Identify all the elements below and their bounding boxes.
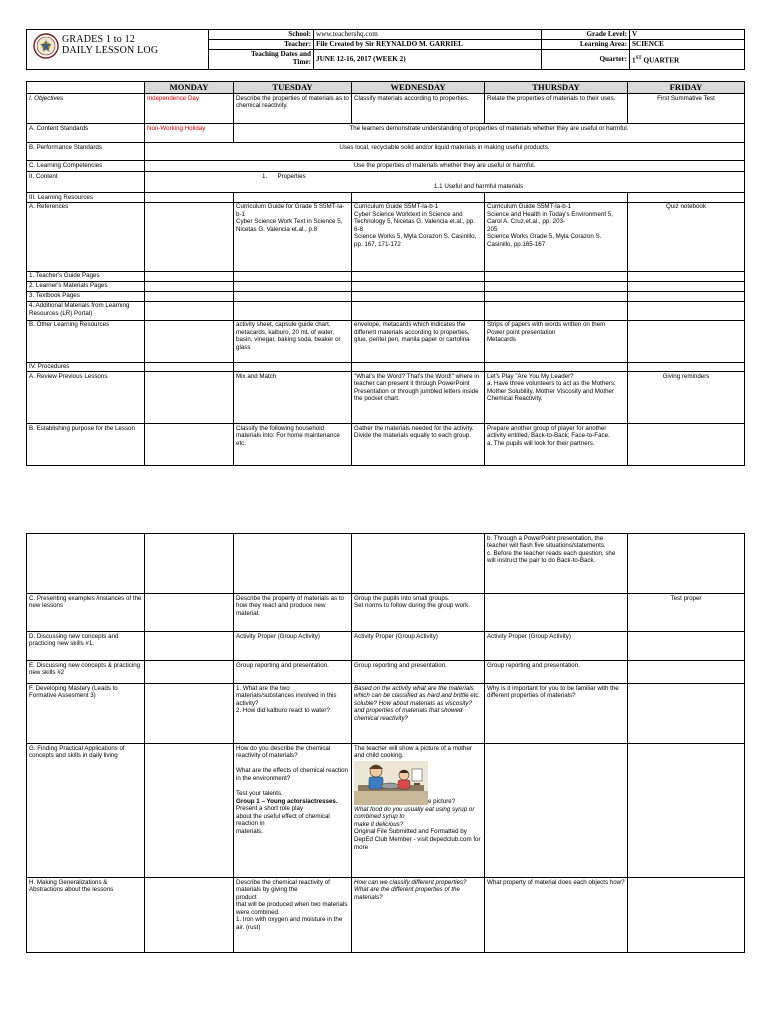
performance-standards-text: Uses local, recyclable solid and/or liquid materials in making useful products. (145, 143, 745, 161)
wednesday-practical-top: The teacher will show a picture of a mother and child cooking. (354, 744, 472, 760)
lesson-table-page-1 (26, 81, 745, 466)
table-row (27, 372, 745, 424)
empty-cell (485, 193, 628, 203)
quarter-suffix: ST (635, 55, 642, 61)
empty-cell (234, 534, 352, 594)
wednesday-practical-applications (352, 744, 485, 878)
row-label-learners-materials: 2. Learner's Materials Pages (27, 281, 145, 291)
title-line-1: GRADES 1 to 12 (62, 34, 136, 45)
thursday-establishing-purpose-continued: b. Through a PowerPoint presentation, the teacher will flash five situations/statements. c. Before the teacher reads each question, she will instruct the pair to do Back-to-Back. (485, 534, 628, 594)
wednesday-objectives: Classify materials according to properties. (352, 94, 485, 124)
tuesday-references: Curriculum Guide for Grade 5 S5MT-Ia-b-1 Cyber Science Work Text in Science 5, Nicetas G. Valencia et.al., p.8 (234, 202, 352, 271)
teaching-dates-label (209, 50, 314, 70)
empty-cell (352, 271, 485, 281)
empty-cell (628, 362, 745, 372)
row-label-presenting-examples: C. Presenting examples /instances of the new lessons (27, 594, 145, 632)
table-row (27, 594, 745, 632)
table-row (27, 878, 745, 953)
teaching-dates-text: JUNE 12-16, 2017 (WEEK 2) (316, 55, 406, 64)
row-label-learning-resources: III. Learning Resources (27, 193, 145, 203)
monday-objectives: Independence Day (145, 94, 234, 124)
quarter-label-text: Quarter: (599, 55, 627, 64)
empty-cell (234, 271, 352, 281)
monday-content-standards: Non-Working Holiday (145, 124, 234, 143)
tuesday-practical-text: How do you describe the chemical reactivity of materials? What are the effects of chemical reaction in the environment? Test your talents. (236, 744, 349, 798)
empty-cell (145, 594, 234, 632)
tuesday-developing-mastery: 1. What are the two materials/substances involved in this activity? 2. How did kalburo react to water? (234, 684, 352, 744)
school-label: School: (209, 30, 314, 40)
title-line-2: DAILY LESSON LOG (62, 45, 159, 56)
competencies-text: Use the properties of materials whether they are useful or harmful. (145, 161, 745, 172)
wednesday-practical-picture-row (354, 760, 482, 806)
group-1-label: Group 1 – Young actors/actresses. (236, 797, 338, 805)
tuesday-other-resources: activity sheet, capsule guide chart, metacards, kalburo, 20 mL of water, basin, vinegar, baking soda, beaker or glass (234, 320, 352, 362)
thursday-objectives: Relate the properties of materials to their uses. (485, 94, 628, 124)
row-label-content-standards: A. Content Standards (27, 124, 145, 143)
tuesday-establishing-purpose: Classify the following household materials into: For home maintenance etc. (234, 424, 352, 466)
empty-cell (485, 744, 628, 878)
empty-cell (628, 534, 745, 594)
row-label-procedures: IV. Procedures (27, 362, 145, 372)
row-label-review: A. Review Previous Lessons (27, 372, 145, 424)
empty-cell (145, 684, 234, 744)
table-row (27, 143, 745, 161)
wednesday-practical-note: Original File Submitted and Formatted by DepEd Club Member - visit depedclub.com for more (354, 828, 481, 851)
teaching-dates-label-line1: Teaching Dates and (250, 50, 311, 58)
table-row (27, 684, 745, 744)
table-row (27, 281, 745, 291)
table-row (27, 424, 745, 466)
content-line-1: 1. Properties (262, 172, 306, 180)
day-header-friday: FRIDAY (628, 82, 745, 94)
wednesday-review: "What's the Word? That's the Word!" where in teacher can present it through PowerPoint Presentation or through jumbled letters inside the pocket chart. (352, 372, 485, 424)
empty-cell (234, 301, 352, 320)
empty-cell (352, 301, 485, 320)
wednesday-discussing-1: Activity Proper (Group Activity) (352, 632, 485, 661)
empty-cell (628, 684, 745, 744)
table-row (27, 271, 745, 281)
thursday-developing-mastery: Why is it important for you to be familiar with the different properties of materials? (485, 684, 628, 744)
empty-cell (628, 320, 745, 362)
wednesday-presenting: Group the pupils into small groups. Set norms to follow during the group work. (352, 594, 485, 632)
day-header-tuesday: TUESDAY (234, 82, 352, 94)
empty-cell (352, 281, 485, 291)
empty-cell (628, 301, 745, 320)
empty-cell (145, 281, 234, 291)
day-header-monday: MONDAY (145, 82, 234, 94)
quarter-number: 1 (632, 56, 636, 65)
group-1-instructions: Present a short role play about the useful effect of chemical reaction in materials. (236, 805, 330, 836)
empty-cell (628, 878, 745, 953)
table-row (27, 661, 745, 684)
table-row (27, 291, 745, 301)
row-label-discussing-2: E. Discussing new concepts & practicing new skills #2 (27, 661, 145, 684)
row-label-practical-applications: G. Finding Practical Applications of concepts and skills in daily living (27, 744, 145, 878)
empty-cell (485, 362, 628, 372)
header-logo-cell (27, 30, 209, 70)
table-row (27, 94, 745, 124)
wednesday-discussing-2: Group reporting and presentation. (352, 661, 485, 684)
content-standards-text: The learners demonstrate understanding of properties of materials whether they are useful or harmful. (234, 124, 745, 143)
wednesday-other-resources: envelope, metacards which indicates the different materials according to properties, glue, pentel pen, manila paper or cartolina (352, 320, 485, 362)
header-table (26, 29, 745, 70)
row-label-developing-mastery: F. Developing Mastery (Leads to Formative Assesment 3) (27, 684, 145, 744)
empty-cell (628, 744, 745, 878)
tuesday-generalizations: Describe the chemical reactivity of materials by giving the product that will be produced when two materials were combined. 1. Iron with oxygen and moisture in the air. (rust) (234, 878, 352, 953)
row-label-textbook: 3. Textbook Pages (27, 291, 145, 301)
tuesday-review: Mix and Match (234, 372, 352, 424)
empty-cell (485, 301, 628, 320)
thursday-references: Curriculum Guide S5MT-Ia-b-1 Science and Health in Today's Environment 5, Carol A. Cruz,et.al., pp. 203- 205 Science Works Grade 5, Myla Corazon S. Casinillo, pp.165-167 (485, 202, 628, 271)
empty-cell (628, 291, 745, 301)
teaching-dates-value (314, 50, 542, 70)
table-row (27, 534, 745, 594)
day-header-blank (27, 82, 145, 94)
row-label-additional-materials: 4. Additional Materials from Learning Resources (LR) Portal) (27, 301, 145, 320)
empty-cell (352, 362, 485, 372)
friday-review: Giving reminders (628, 372, 745, 424)
empty-cell (628, 661, 745, 684)
wednesday-generalizations: How can we classify different properties? What are the different properties of the materials? (352, 878, 485, 953)
grade-level-label: Grade Level: (542, 30, 630, 40)
empty-cell (27, 534, 145, 594)
table-row (27, 202, 745, 271)
row-label-performance-standards: B. Performance Standards (27, 143, 145, 161)
wednesday-practical-question: What food do you usually eat using syrup or combined syrup to make it delicious? (354, 805, 475, 828)
table-row (27, 161, 745, 172)
empty-cell (145, 271, 234, 281)
table-row (27, 744, 745, 878)
tuesday-practical-applications (234, 744, 352, 878)
teacher-label: Teacher: (209, 40, 314, 50)
empty-cell (145, 534, 234, 594)
table-row (27, 193, 745, 203)
empty-cell (145, 301, 234, 320)
table-row (27, 320, 745, 362)
quarter-text: QUARTER (641, 56, 680, 65)
row-label-other-resources: B. Other Learning Resources (27, 320, 145, 362)
row-label-competencies: C. Learning Competencies (27, 161, 145, 172)
empty-cell (628, 632, 745, 661)
table-row (27, 362, 745, 372)
empty-cell (145, 424, 234, 466)
empty-cell (145, 291, 234, 301)
thursday-generalizations: What property of material does each objects how? (485, 878, 628, 953)
day-header-thursday: THURSDAY (485, 82, 628, 94)
empty-cell (485, 594, 628, 632)
empty-cell (234, 281, 352, 291)
empty-cell (145, 202, 234, 271)
teacher-value: File Created by Sir REYNALDO M. GARRIEL (314, 40, 542, 50)
empty-cell (485, 291, 628, 301)
table-row (27, 172, 745, 193)
empty-cell (234, 362, 352, 372)
quarter-label (542, 50, 630, 70)
friday-references: Quiz notebook (628, 202, 745, 271)
empty-cell (352, 534, 485, 594)
row-label-discussing-1: D. Discussing new concepts and practicing new skills #1. (27, 632, 145, 661)
empty-cell (234, 193, 352, 203)
friday-presenting: Test proper (628, 594, 745, 632)
content-text (145, 172, 745, 193)
empty-cell (628, 193, 745, 203)
empty-cell (145, 878, 234, 953)
row-label-content: II. Content (27, 172, 145, 193)
thursday-establishing-purpose: Prepare another group of player for another activity entitled, Back-to-Back; Face-to-Face. a. The pupils will look for their partners. (485, 424, 628, 466)
empty-cell (145, 661, 234, 684)
day-header-wednesday: WEDNESDAY (352, 82, 485, 94)
school-value: www.teachershq.com (314, 30, 542, 40)
row-label-objectives: I. Objectives (27, 94, 145, 124)
empty-cell (352, 193, 485, 203)
empty-cell (145, 320, 234, 362)
empty-cell (628, 271, 745, 281)
row-label-establishing-purpose: B. Establishing purpose for the Lesson (27, 424, 145, 466)
wednesday-references: Curriculum Guide S5MT-Ia-b-1 Cyber Science Worktext in Science and Technology 5, Nicetas G. Valencia et.al., pp. 6-8 Science Works 5, Myla Corazon S. Casinillo, pp. 167, 171-172 (352, 202, 485, 271)
empty-cell (145, 744, 234, 878)
tuesday-discussing-2: Group reporting and presentation. (234, 661, 352, 684)
friday-objectives: First Summative Test (628, 94, 745, 124)
mother-child-cooking-image (354, 761, 428, 805)
table-row (27, 124, 745, 143)
row-label-generalizations: H. Making Generalizations & Abstractions about the lessons (27, 878, 145, 953)
empty-cell (145, 362, 234, 372)
quarter-value (630, 50, 745, 70)
row-label-teachers-guide: 1. Teacher's Guide Pages (27, 271, 145, 281)
empty-cell (145, 372, 234, 424)
learning-area-value: SCIENCE (630, 40, 745, 50)
deped-seal-icon (33, 33, 59, 59)
wednesday-establishing-purpose: Gather the materials needed for the activity. Divide the materials equally to each group. (352, 424, 485, 466)
empty-cell (145, 193, 234, 203)
learning-area-label: Learning Area: (542, 40, 630, 50)
table-row (27, 301, 745, 320)
row-label-references: A. References (27, 202, 145, 271)
table-row (27, 632, 745, 661)
teaching-dates-label-line2: Time: (292, 58, 311, 67)
tuesday-practical-group (236, 798, 349, 836)
content-line-2: 1.1 Useful and harmful materials (434, 183, 524, 191)
empty-cell (628, 281, 745, 291)
lesson-table-page-2 (26, 533, 745, 953)
empty-cell (145, 632, 234, 661)
empty-cell (234, 291, 352, 301)
lesson-log-title (62, 34, 158, 56)
empty-cell (352, 291, 485, 301)
thursday-other-resources: Strips of papers with words written on them Power point presentation Metacards (485, 320, 628, 362)
wednesday-practical-inline: e picture? (428, 798, 456, 806)
empty-cell (628, 424, 745, 466)
tuesday-presenting: Describe the property of materials as to how they react and produce new material. (234, 594, 352, 632)
thursday-review: Let's Play "Are You My Leader? a. Have three volunteers to act as the Mothers: Mother Solubility, Mother Viscosity and Mother Chemical Reactivity. (485, 372, 628, 424)
empty-cell (485, 271, 628, 281)
grade-level-value: V (630, 30, 745, 40)
empty-cell (485, 281, 628, 291)
tuesday-objectives: Describe the properties of materials as to chemical reactivity. (234, 94, 352, 124)
thursday-discussing-1: Activity Proper (Group Activity) (485, 632, 628, 661)
tuesday-discussing-1: Activity Proper (Group Activity) (234, 632, 352, 661)
thursday-discussing-2: Group reporting and presentation. (485, 661, 628, 684)
wednesday-developing-mastery: Based on the activity what are the materials which can be classified as hard and brittle etc. soluble? How about materials as viscosity? and properties of materials that showed chemical reactivity? (352, 684, 485, 744)
